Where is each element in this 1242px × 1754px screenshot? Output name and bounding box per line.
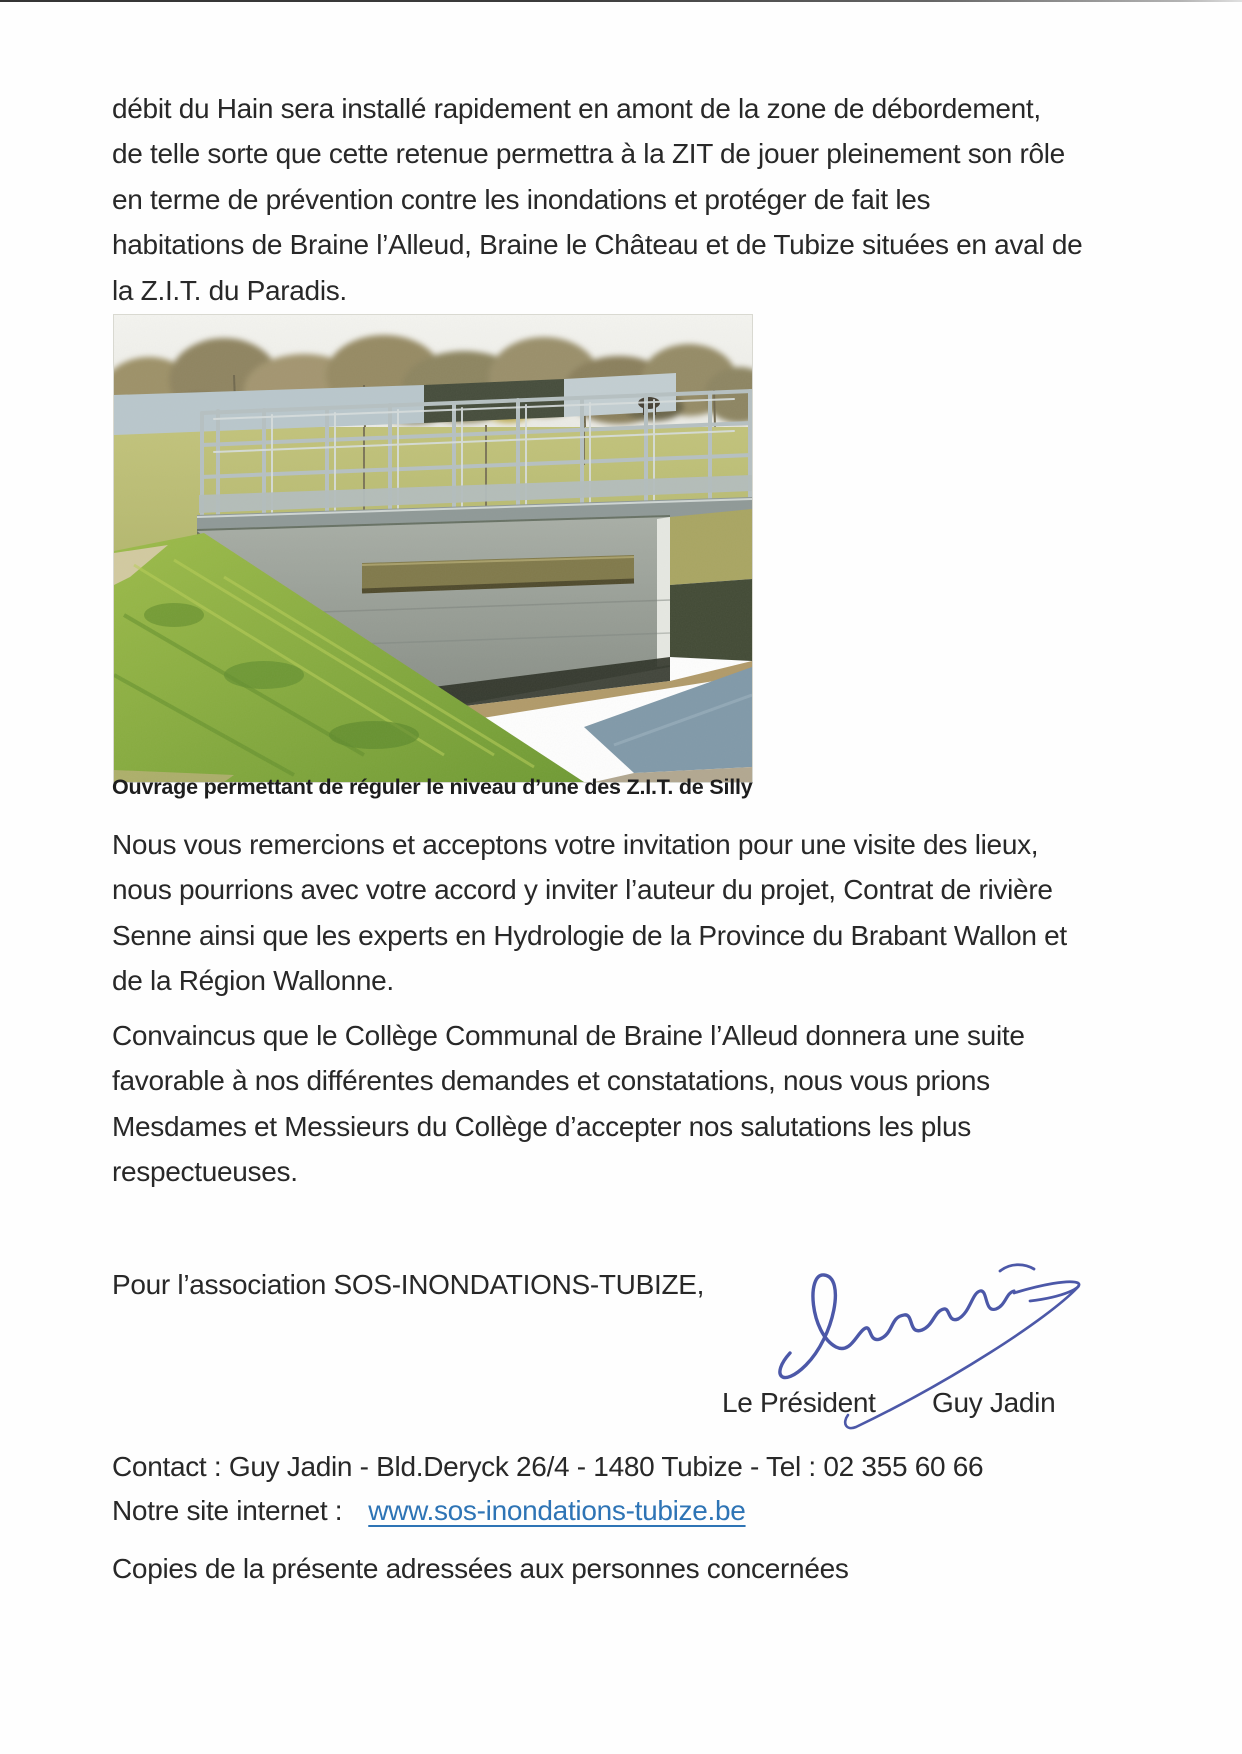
scan-artifact-top-line — [0, 0, 1242, 2]
zit-structure-photo — [114, 315, 752, 782]
website-label: Notre site internet : — [112, 1495, 343, 1526]
paragraph-2 — [112, 822, 1067, 1004]
text-line: respectueuses. — [112, 1156, 298, 1188]
paragraph-1 — [112, 86, 1082, 313]
text-line: Nous vous remercions et acceptons votre invitation pour une visite des lieux, — [112, 829, 1039, 860]
text-line: Senne ainsi que les experts en Hydrologie de la Province du Brabant Wallon et — [112, 919, 1067, 951]
text-line: Mesdames et Messieurs du Collège d’accepter nos salutations les plus — [112, 1110, 971, 1142]
photo-illustration — [114, 315, 752, 782]
signer-name: Guy Jadin — [932, 1387, 1056, 1418]
text-line: débit du Hain sera installé rapidement en amont de la zone de débordement, — [112, 93, 1041, 124]
text-line: favorable à nos différentes demandes et constatations, nous vous prions — [112, 1065, 990, 1097]
contact-line: Contact : Guy Jadin - Bld.Deryck 26/4 - 1480 Tubize - Tel : 02 355 60 66 — [112, 1451, 984, 1482]
photo-caption: Ouvrage permettant de réguler le niveau d’une des Z.I.T. de Silly — [112, 775, 753, 799]
website-row — [112, 1488, 746, 1533]
text-line: Convaincus que le Collège Communal de Braine l’Alleud donnera une suite — [112, 1020, 1025, 1051]
signer-title: Le Président — [722, 1387, 876, 1418]
text-line: habitations de Braine l’Alleud, Braine le Château et de Tubize situées en aval de — [112, 229, 1083, 261]
copies-line: Copies de la présente adressées aux personnes concernées — [112, 1553, 849, 1584]
text-line: en terme de prévention contre les inondations et protéger de fait les — [112, 183, 931, 215]
paragraph-3 — [112, 1013, 1025, 1195]
closing-line: Pour l’association SOS-INONDATIONS-TUBIZE, — [112, 1269, 705, 1300]
text-line: de la Région Wallonne. — [112, 965, 394, 997]
text-line: la Z.I.T. du Paradis. — [112, 274, 347, 306]
text-line: de telle sorte que cette retenue permettra à la ZIT de jouer pleinement son rôle — [112, 138, 1065, 170]
text-line: nous pourrions avec votre accord y inviter l’auteur du projet, Contrat de rivière — [112, 874, 1053, 906]
website-link[interactable]: www.sos-inondations-tubize.be — [368, 1495, 746, 1526]
